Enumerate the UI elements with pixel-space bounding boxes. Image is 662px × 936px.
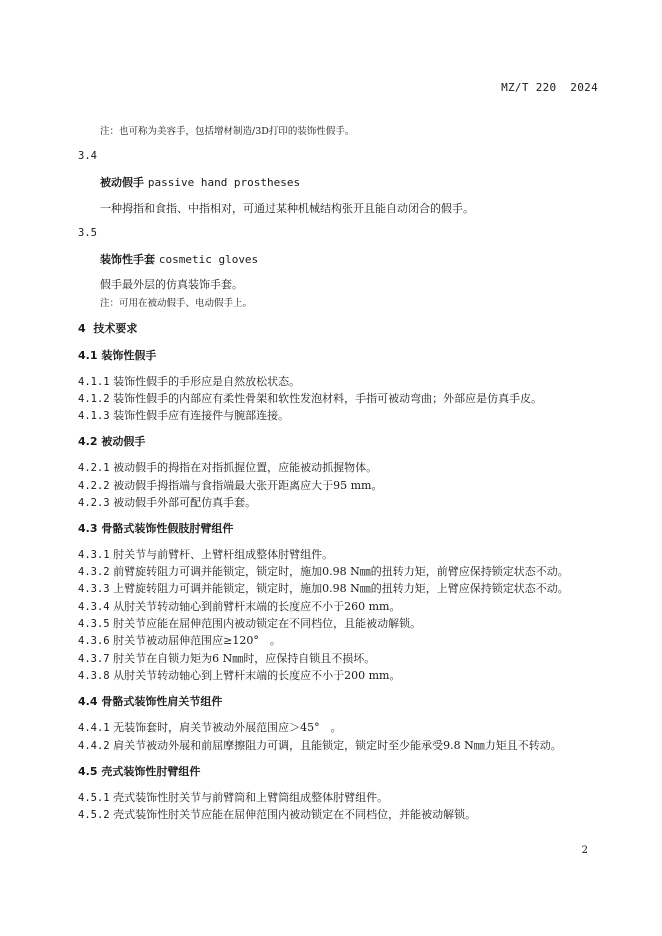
clause-4-2-1 <box>78 459 377 475</box>
section-number-3-5: 3.5 <box>78 227 97 239</box>
clause-text: 从肘关节转动轴心到前臂杆末端的长度应不小于260 mm。 <box>113 600 401 613</box>
heading-title: 骨骼式装饰性假肢肘臂组件 <box>101 522 234 535</box>
heading-number: 4 <box>78 322 86 335</box>
heading-number: 4.2 <box>78 435 98 448</box>
section-heading-4 <box>78 320 137 336</box>
clause-4-3-2 <box>78 563 569 579</box>
clause-4-3-3 <box>78 580 569 596</box>
clause-number: 4.2.3 <box>78 497 110 509</box>
section-heading-4-1 <box>78 347 156 363</box>
clause-4-3-4 <box>78 598 400 614</box>
clause-text: 从肘关节转动轴心到上臂杆末端的长度应不小于200 mm。 <box>113 669 401 682</box>
clause-4-2-3 <box>78 494 256 510</box>
heading-title: 壳式装饰性肘臂组件 <box>101 765 201 778</box>
clause-text: 装饰性假手的内部应有柔性骨架和软性发泡材料，手指可被动弯曲；外部应是仿真手皮。 <box>113 392 543 405</box>
section-heading-4-4 <box>78 693 222 709</box>
clause-number: 4.3.2 <box>78 566 110 578</box>
clause-text: 上臂旋转阻力可调并能锁定，锁定时，施加0.98 N㎜的扭转力矩，上臂应保持锁定状态不动。 <box>113 582 569 595</box>
clause-number: 4.3.4 <box>78 601 110 613</box>
clause-number: 4.1.2 <box>78 393 110 405</box>
clause-4-3-6 <box>78 632 281 648</box>
heading-title: 被动假手 <box>101 435 146 448</box>
heading-title: 骨骼式装饰性肩关节组件 <box>101 695 223 708</box>
standard-id: MZ/T 220 2024 <box>501 81 598 94</box>
clause-text: 装饰性假手应有连接件与腕部连接。 <box>113 409 290 422</box>
clause-number: 4.3.5 <box>78 618 110 630</box>
clause-number: 4.1.3 <box>78 410 110 422</box>
clause-number: 4.2.2 <box>78 480 110 492</box>
note-3-3: 注：也可称为美容手，包括增材制造/3D打印的装饰性假手。 <box>100 126 355 137</box>
clause-number: 4.3.1 <box>78 549 110 561</box>
clause-text: 肘关节在自锁力矩为6 N㎜时，应保持自锁且不损坏。 <box>113 652 376 665</box>
term-en: passive hand prostheses <box>147 176 301 189</box>
heading-number: 4.1 <box>78 349 98 362</box>
clause-number: 4.3.6 <box>78 635 110 647</box>
clause-text: 肘关节被动屈伸范围应≥120° 。 <box>113 634 281 647</box>
clause-text: 壳式装饰性肘关节与前臂筒和上臂筒组成整体肘臂组件。 <box>113 791 389 804</box>
page-number: 2 <box>581 845 588 856</box>
term-3-4 <box>100 174 300 190</box>
clause-text: 无装饰套时，肩关节被动外展范围应＞45° 。 <box>113 721 342 734</box>
heading-number: 4.4 <box>78 695 98 708</box>
term-3-5 <box>100 251 258 267</box>
clause-number: 4.5.2 <box>78 809 110 821</box>
clause-number: 4.1.1 <box>78 376 110 388</box>
clause-number: 4.3.8 <box>78 670 110 682</box>
clause-4-5-2 <box>78 806 476 822</box>
heading-number: 4.3 <box>78 522 98 535</box>
clause-4-4-2 <box>78 737 562 753</box>
clause-4-1-2 <box>78 390 542 406</box>
clause-4-3-1 <box>78 546 333 562</box>
heading-title: 装饰性假手 <box>101 349 157 362</box>
clause-4-3-8 <box>78 667 400 683</box>
clause-number: 4.2.1 <box>78 462 110 474</box>
note-3-5: 注：可用在被动假手、电动假手上。 <box>100 298 253 309</box>
heading-number: 4.5 <box>78 765 98 778</box>
clause-number: 4.3.7 <box>78 653 110 665</box>
section-heading-4-3 <box>78 520 233 536</box>
clause-text: 装饰性假手的手形应是自然放松状态。 <box>113 375 301 388</box>
clause-4-4-1 <box>78 719 342 735</box>
section-heading-4-5 <box>78 763 200 779</box>
clause-4-1-1 <box>78 373 300 389</box>
term-cn: 被动假手 <box>100 176 144 189</box>
clause-text: 肩关节被动外展和前屈摩擦阻力可调，且能锁定，锁定时至少能承受9.8 N㎜力矩且不转动。 <box>113 739 562 752</box>
clause-text: 被动假手拇指端与食指端最大张开距离应大于95 mm。 <box>113 479 383 492</box>
clause-number: 4.3.3 <box>78 583 110 595</box>
clause-number: 4.5.1 <box>78 792 110 804</box>
clause-text: 肘关节与前臂杆、上臂杆组成整体肘臂组件。 <box>113 548 334 561</box>
section-number-3-4: 3.4 <box>78 150 97 162</box>
clause-4-1-3 <box>78 407 289 423</box>
clause-number: 4.4.2 <box>78 740 110 752</box>
clause-4-5-1 <box>78 789 388 805</box>
section-heading-4-2 <box>78 433 145 449</box>
term-cn: 装饰性手套 <box>100 253 155 266</box>
clause-text: 被动假手外部可配仿真手套。 <box>113 496 257 509</box>
clause-text: 前臂旋转阻力可调并能锁定，锁定时，施加0.98 N㎜的扭转力矩，前臂应保持锁定状态不动。 <box>113 565 569 578</box>
clause-4-3-7 <box>78 650 375 666</box>
definition-3-5: 假手最外层的仿真装饰手套。 <box>100 278 243 291</box>
term-en: cosmetic gloves <box>158 253 259 266</box>
clause-4-2-2 <box>78 477 382 493</box>
heading-title: 技术要求 <box>93 322 138 335</box>
definition-3-4: 一种拇指和食指、中指相对，可通过某种机械结构张开且能自动闭合的假手。 <box>100 202 474 215</box>
clause-number: 4.4.1 <box>78 722 110 734</box>
clause-4-3-5 <box>78 615 421 631</box>
clause-text: 肘关节应能在屈伸范围内被动锁定在不同档位，且能被动解锁。 <box>113 617 422 630</box>
clause-text: 壳式装饰性肘关节应能在屈伸范围内被动锁定在不同档位，并能被动解锁。 <box>113 808 477 821</box>
clause-text: 被动假手的拇指在对指抓握位置，应能被动抓握物体。 <box>113 461 378 474</box>
